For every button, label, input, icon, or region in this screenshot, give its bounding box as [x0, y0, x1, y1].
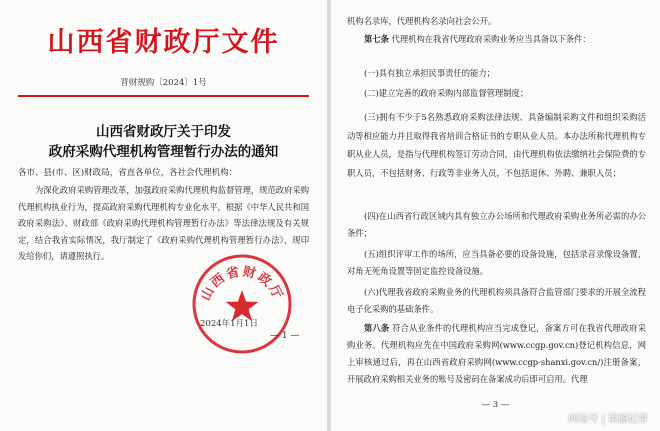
article-8-label: 第八条: [364, 323, 390, 333]
article-7: [347, 32, 646, 46]
document-number: 晋财规购〔2024〕1号: [120, 78, 207, 88]
condition-item-5: (五)组织评审工作的场所，应当具备必要的设备设施，包括录音录像设备置，对角无死角设置等固定监控设备设施。: [347, 249, 646, 276]
official-seal-icon: [188, 250, 296, 358]
source-watermark: 网易号 | 清源记事: [568, 414, 648, 425]
article-7-label: 第七条: [364, 34, 389, 44]
document-header: 山西省财政厅文件: [47, 27, 280, 58]
notice-title-line-1: 山西省财政厅关于印发: [96, 124, 231, 140]
issue-date: 2024年1月1日: [200, 319, 258, 329]
text-line: 机构名录库，代理机构名录向社会公开。: [347, 16, 497, 26]
notice-body: 为深化政府采购管理改革，加强政府采购代理机构监督管理，规范政府采购代理机构执业行为，提高政府采购代理机构专业化水平，根据《中华人民共和国政府采购法》、财政部《政府采购代理机构管理暂行办法》等法律法规及有关规定，结合我省实际情况，我厅制定了《政府采购代理机构管理暂行办法》，现印发给你们，请遵照执行。: [18, 185, 309, 261]
condition-item-6: (六)代理我省政府采购业务的代理机构须具备符合监管部门要求的开展全流程电子化采购的基础条件。: [347, 287, 646, 314]
notice-title: [0, 122, 327, 162]
condition-item-1: (一)具有独立承担民事责任的能力；: [364, 68, 495, 78]
page-number-left: — 1 —: [270, 331, 300, 341]
left-page: [0, 0, 327, 431]
right-page: [331, 0, 660, 431]
recipients: 各市、县(市、区)财政局，省直各单位，各社会代理机构：: [18, 168, 238, 178]
article-8: [347, 320, 646, 388]
red-divider: [18, 95, 309, 97]
seal-text: 山西省财政厅: [198, 264, 286, 304]
article-8-text: 符合从业条件的代理机构应当完成登记，备案方可在我省代理政府采购业务。代理机构应先在中国政府采购网(www.ccgp.gov.cn)登记机构信息，网上审核通过后，再在山西省政府采购网(www.ccgp-shanxi.gov.cn/)注册备案，开展政府采购相关业务的账号及密码在备案成功后即可启用。代理: [347, 323, 646, 384]
condition-item-4: (四)在山西省行政区域内具有独立办公场所和代理政府采购业务所必需的办公条件；: [347, 211, 646, 238]
page-number-right: — 3 —: [481, 400, 510, 410]
condition-item-2: (二)建立完善的政府采购内部监督管理制度；: [364, 88, 529, 98]
article-7-text: 代理机构在我省代理政府采购业务应当具备以下条件：: [391, 34, 591, 44]
condition-item-3: (三)拥有不少于5名熟悉政府采购法律法规、具备编制采购文件和组织采购活动等相应能力并且取得我省培训合格证书的专职从业人员。本办法所称代理机构专职从业人员，是指与代理机构签订劳动合同，由代理机构依法缴纳社会保险费的专职人员，不包括财务、行政等非业务人员，不包括退休、外聘、兼职人员；: [347, 112, 646, 178]
notice-title-line-2: 政府采购代理机构管理暂行办法的通知: [48, 144, 279, 160]
